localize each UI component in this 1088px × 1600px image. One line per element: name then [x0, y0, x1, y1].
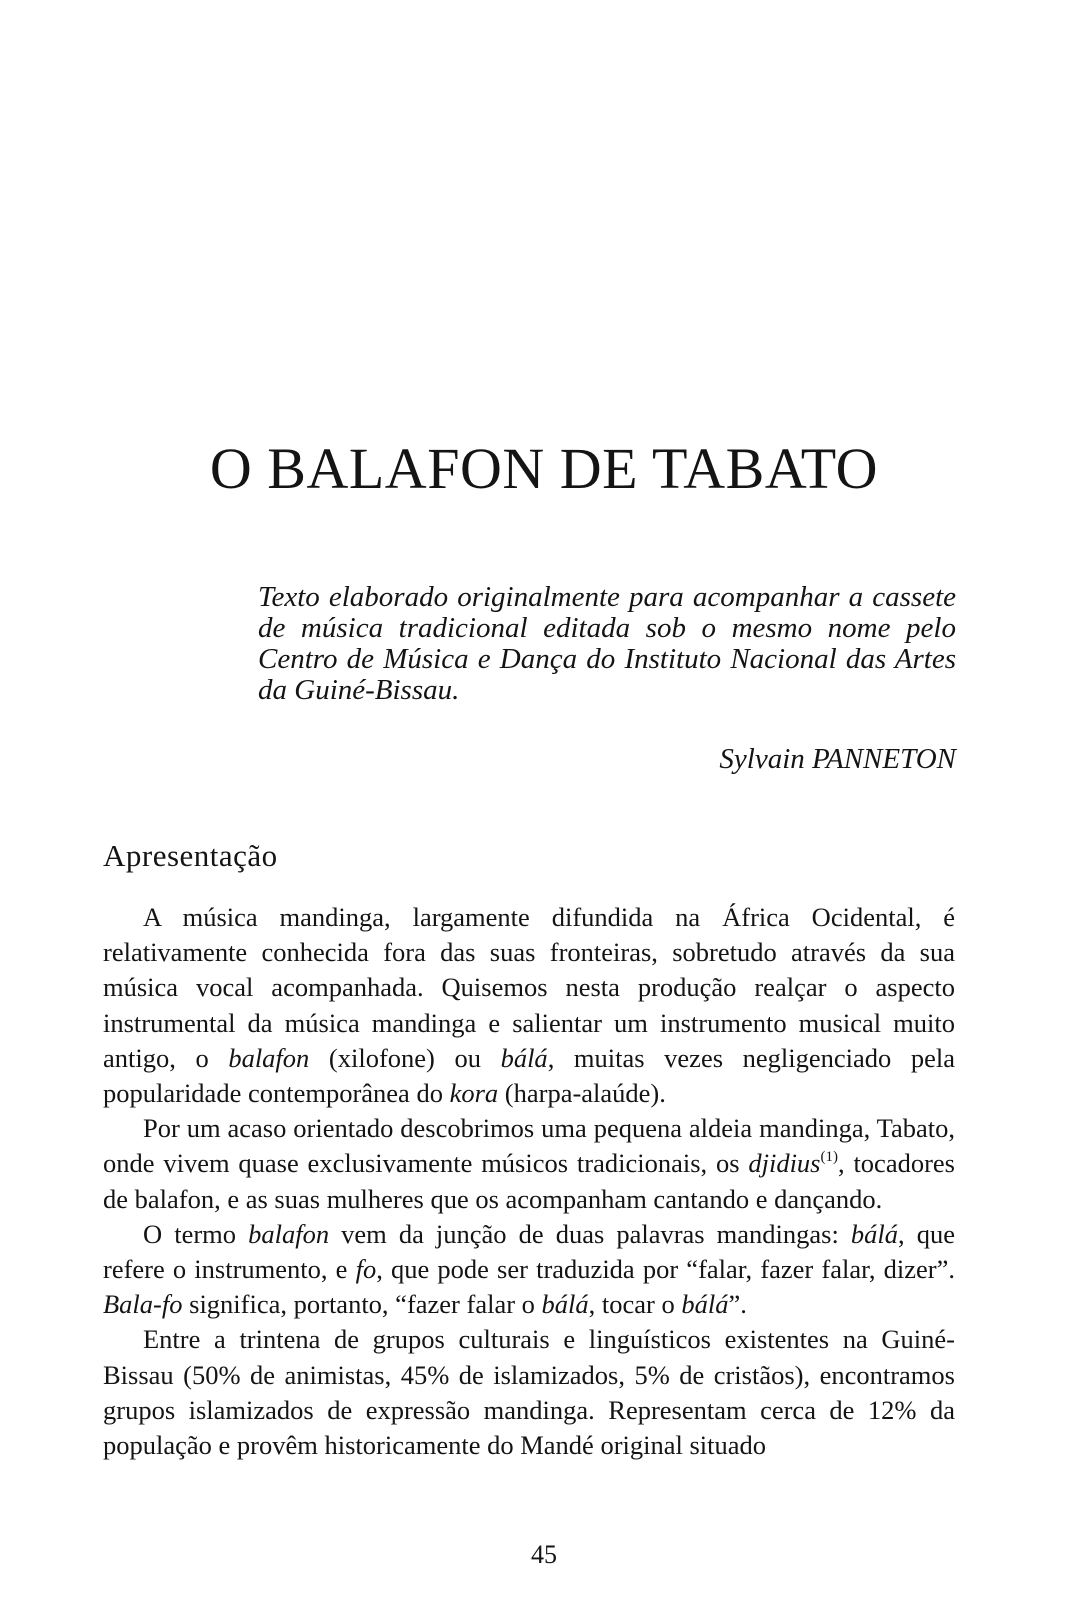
section-heading: Apresentação — [103, 838, 278, 873]
italic-term: Bala-fo — [103, 1289, 183, 1320]
text-run: vem da junção de duas palavras mandingas: — [329, 1218, 851, 1249]
text-run: , que pode ser traduzida por “falar, fazer falar, dizer”. — [376, 1254, 955, 1285]
text-run: , que refere o instrumento, e — [103, 1218, 955, 1285]
paragraph — [103, 900, 955, 1111]
italic-term: bálá — [850, 1218, 899, 1249]
italic-term: bálá — [541, 1289, 589, 1320]
text-run: , tocadores de balafon, e as suas mulheres que os acompanham cantando e dançando. — [103, 1148, 955, 1214]
text-run: O termo — [143, 1218, 249, 1249]
text-run: Entre a trintena de grupos culturais e linguísticos existentes na Guiné-Bissau (50% de animistas, 45% de islamizados, 5% de cristãos), encontramos grupos islamizados de expressão mandinga. Representam cerca de 12% da população e provêm historicamente do Mandé original situado — [103, 1324, 955, 1461]
page-number: 45 — [531, 1540, 557, 1569]
text-run: , muitas vezes negligenciado pela popularidade contemporânea do — [103, 1042, 955, 1109]
text-run: A música mandinga, largamente difundida na África Ocidental, é relativamente conhecida fora das suas fronteiras, sobretudo através da sua música vocal acompanhada. Quisemos nesta produção realçar o aspecto instrumental da música mandinga e salientar um instrumento musical muito antigo, o — [103, 902, 955, 1073]
paragraph — [103, 1217, 955, 1323]
italic-term: balafon — [228, 1042, 310, 1073]
text-run: Por um acaso orientado descobrimos uma pequena aldeia mandinga, Tabato, onde vivem quase exclusivamente músicos tradicionais, os — [103, 1113, 955, 1179]
italic-term: kora — [449, 1078, 499, 1109]
text-run: significa, portanto, “fazer falar o — [182, 1289, 542, 1320]
paragraph — [103, 1111, 955, 1217]
page-title: O BALAFON DE TABATO — [209, 436, 879, 501]
epigraph: Texto elaborado originalmente para acompanhar a cassete de música tradicional editada sob o mesmo nome pelo Centro de Música e Dança do Instituto Nacional das Artes da Guiné-Bissau. — [258, 581, 956, 706]
italic-term: djidius — [748, 1148, 821, 1179]
italic-term: bálá — [500, 1042, 548, 1073]
paragraph — [103, 1322, 955, 1463]
text-run: ”. — [728, 1289, 747, 1320]
body-text — [103, 900, 955, 1463]
text-run: (xilofone) ou — [309, 1042, 501, 1073]
text-run: , tocar o — [588, 1289, 682, 1320]
italic-term: balafon — [248, 1218, 330, 1249]
text-run: (harpa-alaúde). — [498, 1078, 666, 1109]
italic-term: fo — [355, 1254, 377, 1285]
footnote-ref: (1) — [820, 1149, 838, 1166]
author-name: Sylvain PANNETON — [719, 743, 956, 775]
italic-term: bálá — [681, 1289, 729, 1320]
